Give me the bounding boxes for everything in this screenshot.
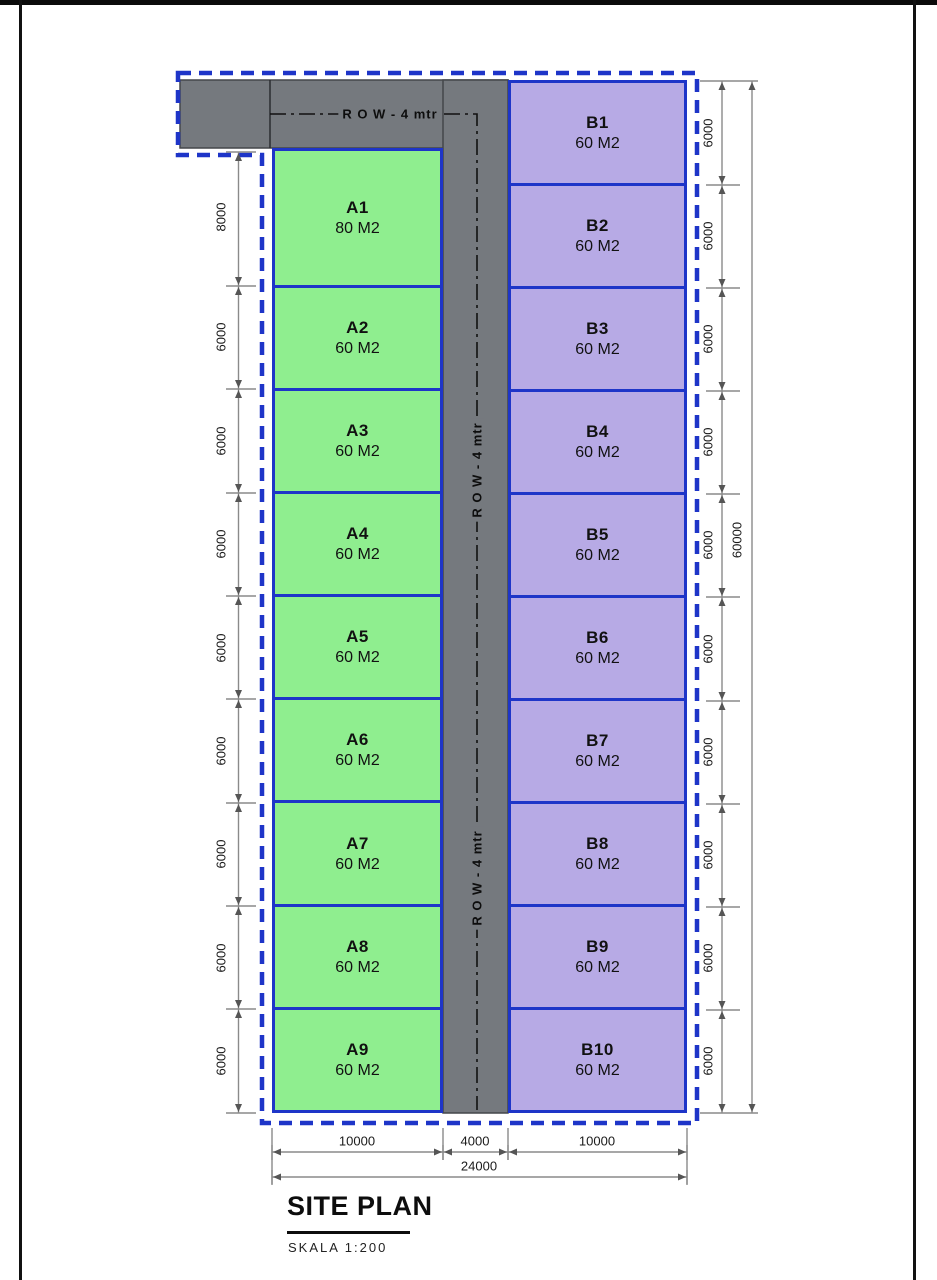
plot-b2-label: B2 [586,216,609,235]
plot-b4 [511,389,684,492]
dim-right-total: 60000 [729,521,745,559]
plot-b5-label: B5 [586,525,609,544]
scale-note: SKALA 1:200 [288,1240,388,1255]
road-vertical-label-2: R O W - 4 mtr [470,826,485,929]
plot-b4-area: 60 M2 [575,444,620,461]
plot-b5-area: 60 M2 [575,547,620,564]
plot-a2 [275,285,440,388]
road-top-label: R O W - 4 mtr [338,107,441,122]
dim-right-b4: 6000 [700,427,716,457]
plot-a3-label: A3 [346,420,369,440]
plot-a8-label: A8 [346,936,369,956]
plot-b5 [511,492,684,595]
plot-b3-area: 60 M2 [575,341,620,358]
plot-a1-area: 80 M2 [335,219,380,237]
plot-a2-label: A2 [346,317,369,337]
plot-b7-area: 60 M2 [575,753,620,770]
plot-a9-area: 60 M2 [335,1061,380,1079]
plot-column-b [508,80,687,1113]
plot-b10-area: 60 M2 [575,1062,620,1079]
plot-b6 [511,595,684,698]
plot-a4-area: 60 M2 [335,546,380,563]
dim-left-a9: 6000 [213,1046,229,1076]
plot-a8 [275,904,440,1007]
title-underline [287,1231,410,1234]
plot-b8-label: B8 [586,834,609,853]
plot-a4 [275,491,440,594]
dim-bottom-total: 24000 [460,1158,498,1174]
plot-b9-label: B9 [586,937,609,956]
plot-a1-label: A1 [346,197,369,217]
plot-b7 [511,698,684,801]
plot-b9-area: 60 M2 [575,959,620,976]
plot-b8-area: 60 M2 [575,856,620,873]
dim-bottom-road: 4000 [460,1133,490,1149]
plot-a6-area: 60 M2 [335,752,380,770]
plot-a5 [275,594,440,697]
dim-right-b5: 6000 [700,530,716,560]
plot-b1-label: B1 [586,113,609,132]
plot-a6-label: A6 [346,730,369,750]
plot-a7-label: A7 [346,833,369,853]
plot-a3-area: 60 M2 [335,442,380,460]
dim-left-a5: 6000 [213,633,229,663]
plot-b1 [511,83,684,183]
plot-b2 [511,183,684,286]
dim-bottom-right: 10000 [578,1133,616,1149]
plot-b3 [511,286,684,389]
road-vertical-label-1: R O W - 4 mtr [470,418,485,521]
dim-right-b6: 6000 [700,634,716,664]
plot-b6-label: B6 [586,628,609,647]
plot-a2-area: 60 M2 [335,339,380,357]
plot-b6-area: 60 M2 [575,650,620,667]
dim-left-a2: 6000 [213,322,229,352]
plot-a3 [275,388,440,491]
dim-right-b2: 6000 [700,221,716,251]
dim-right-b8: 6000 [700,840,716,870]
plot-b2-area: 60 M2 [575,238,620,255]
plot-a5-label: A5 [346,627,369,647]
dim-left-a4: 6000 [213,529,229,559]
dim-left-a8: 6000 [213,943,229,973]
plot-b7-label: B7 [586,731,609,750]
plot-b8 [511,801,684,904]
plot-b3-label: B3 [586,319,609,338]
dim-left-a1: 8000 [213,202,229,232]
dim-right-b9: 6000 [700,943,716,973]
plot-b10 [511,1007,684,1110]
dim-left-a6: 6000 [213,736,229,766]
plot-a5-area: 60 M2 [335,649,380,667]
dim-right-b10: 6000 [700,1046,716,1076]
dim-left-a7: 6000 [213,839,229,869]
plot-a9 [275,1007,440,1110]
plot-a8-area: 60 M2 [335,958,380,976]
plot-a7-area: 60 M2 [335,855,380,873]
dim-right-b1: 6000 [700,118,716,148]
plot-b10-label: B10 [581,1040,614,1059]
plot-column-a [272,148,443,1113]
plot-b1-area: 60 M2 [575,135,620,152]
dim-right-b7: 6000 [700,737,716,767]
dim-bottom-left: 10000 [338,1133,376,1149]
dim-left-a3: 6000 [213,426,229,456]
plot-b9 [511,904,684,1007]
plot-a7 [275,800,440,903]
dim-right-b3: 6000 [700,324,716,354]
plot-b4-label: B4 [586,422,609,441]
plot-a1 [275,151,440,285]
page-title: SITE PLAN [287,1191,433,1221]
plot-a9-label: A9 [346,1039,369,1059]
plot-a6 [275,697,440,800]
plot-a4-label: A4 [346,524,369,543]
road-vertical [443,80,508,1113]
